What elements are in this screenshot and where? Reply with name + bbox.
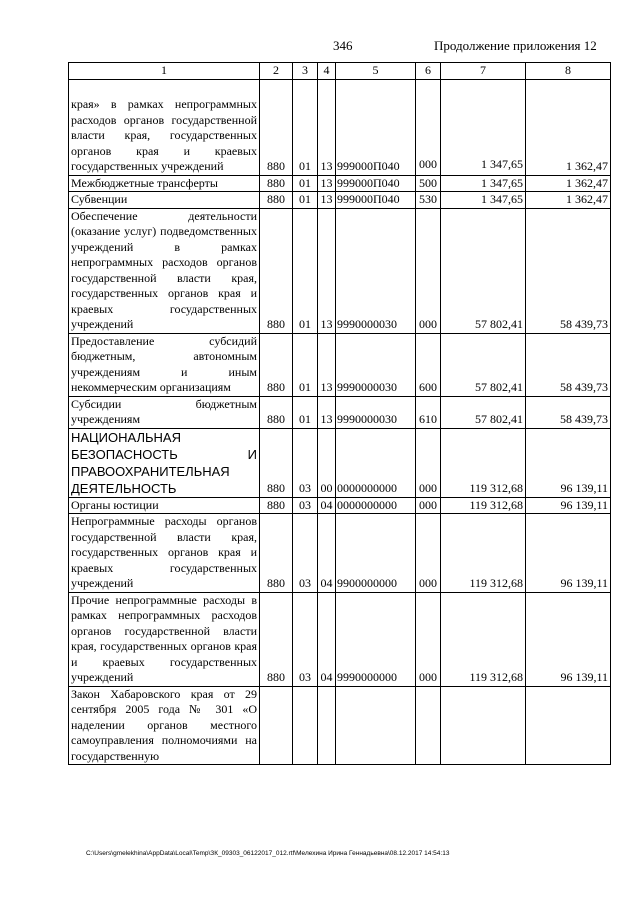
cell-section: 01 xyxy=(293,79,318,175)
cell-subsection: 04 xyxy=(318,497,336,514)
cell-year-2018: 119 312,68 xyxy=(441,514,526,593)
cell-ministry: 880 xyxy=(260,175,293,192)
table-row xyxy=(69,592,611,686)
cell-target-article: 999000П040 xyxy=(336,79,416,175)
table-row xyxy=(69,192,611,209)
cell-expense-type: 000 xyxy=(416,208,441,333)
cell-year-2019: 96 139,11 xyxy=(526,514,611,593)
cell-expense-type: 000 xyxy=(416,428,441,497)
cell-year-2018: 1 347,65 xyxy=(441,175,526,192)
budget-table xyxy=(68,62,611,765)
table-row xyxy=(69,514,611,593)
cell-year-2018: 57 802,41 xyxy=(441,333,526,396)
cell-section: 03 xyxy=(293,497,318,514)
cell-year-2018: 1 347,65 xyxy=(441,79,526,175)
cell-section: 03 xyxy=(293,514,318,593)
cell-subsection: 13 xyxy=(318,396,336,428)
table-row xyxy=(69,333,611,396)
column-header: 2 xyxy=(260,63,293,80)
cell-target-article: 0000000000 xyxy=(336,497,416,514)
cell-year-2018: 119 312,68 xyxy=(441,428,526,497)
cell-ministry xyxy=(260,686,293,765)
cell-year-2018: 119 312,68 xyxy=(441,592,526,686)
cell-ministry: 880 xyxy=(260,208,293,333)
table-row xyxy=(69,686,611,765)
cell-year-2018: 1 347,65 xyxy=(441,192,526,209)
row-name: Непрограммные расходы органов государственной власти края, государственных органов края и краевых государственных учреждений xyxy=(69,514,260,593)
row-name: Субвенции xyxy=(69,192,260,209)
cell-ministry: 880 xyxy=(260,514,293,593)
cell-year-2019: 1 362,47 xyxy=(526,79,611,175)
cell-section: 01 xyxy=(293,333,318,396)
cell-subsection: 13 xyxy=(318,192,336,209)
table-header-row xyxy=(69,63,611,80)
cell-ministry: 880 xyxy=(260,333,293,396)
cell-subsection: 04 xyxy=(318,514,336,593)
cell-year-2019: 96 139,11 xyxy=(526,497,611,514)
cell-year-2019: 96 139,11 xyxy=(526,592,611,686)
cell-ministry: 880 xyxy=(260,396,293,428)
cell-ministry: 880 xyxy=(260,592,293,686)
cell-expense-type: 610 xyxy=(416,396,441,428)
cell-target-article: 0000000000 xyxy=(336,428,416,497)
row-name: Межбюджетные трансферты xyxy=(69,175,260,192)
cell-expense-type: 000 xyxy=(416,592,441,686)
cell-target-article xyxy=(336,686,416,765)
row-name: Субсидии бюджетным учреждениям xyxy=(69,396,260,428)
cell-target-article: 9900000000 xyxy=(336,514,416,593)
cell-subsection: 13 xyxy=(318,175,336,192)
column-header: 6 xyxy=(416,63,441,80)
cell-target-article: 9990000030 xyxy=(336,208,416,333)
cell-expense-type: 600 xyxy=(416,333,441,396)
cell-target-article: 9990000030 xyxy=(336,333,416,396)
row-name: Закон Хабаровского края от 29 сентября 2005 года № 301 «О наделении органов местного самоуправления полномочиями на государственную xyxy=(69,686,260,765)
cell-year-2018: 119 312,68 xyxy=(441,497,526,514)
cell-section: 01 xyxy=(293,192,318,209)
table-row xyxy=(69,497,611,514)
column-header: 8 xyxy=(526,63,611,80)
cell-section: 03 xyxy=(293,428,318,497)
row-name: Предоставление субсидий бюджетным, автономным учреждениям и иным некоммерческим организациям xyxy=(69,333,260,396)
cell-year-2019: 58 439,73 xyxy=(526,396,611,428)
cell-year-2019 xyxy=(526,686,611,765)
column-header: 4 xyxy=(318,63,336,80)
cell-ministry: 880 xyxy=(260,497,293,514)
cell-target-article: 999000П040 xyxy=(336,192,416,209)
cell-year-2019: 1 362,47 xyxy=(526,175,611,192)
cell-expense-type: 000 xyxy=(416,497,441,514)
table-row xyxy=(69,208,611,333)
cell-section: 03 xyxy=(293,592,318,686)
cell-target-article: 9990000030 xyxy=(336,396,416,428)
cell-target-article: 999000П040 xyxy=(336,175,416,192)
footer-file-path: C:\Users\gmelekhina\AppData\Local\Temp\ЗК_09303_06122017_012.rtf\Мелехина Ирина Геннадьевна\08.12.2017 14:54:13 xyxy=(86,850,450,857)
cell-subsection: 04 xyxy=(318,592,336,686)
cell-section: 01 xyxy=(293,208,318,333)
cell-target-article: 9990000000 xyxy=(336,592,416,686)
cell-year-2018 xyxy=(441,686,526,765)
row-name: НАЦИОНАЛЬНАЯ БЕЗОПАСНОСТЬ И ПРАВООХРАНИТЕЛЬНАЯ ДЕЯТЕЛЬНОСТЬ xyxy=(69,428,260,497)
table-row xyxy=(69,79,611,175)
row-name: Прочие непрограммные расходы в рамках непрограммных расходов органов государственной власти края, государственных органов края и краевых государственных учреждений xyxy=(69,592,260,686)
cell-year-2018: 57 802,41 xyxy=(441,396,526,428)
cell-subsection xyxy=(318,686,336,765)
cell-subsection: 13 xyxy=(318,333,336,396)
cell-expense-type: 500 xyxy=(416,175,441,192)
row-name: Органы юстиции xyxy=(69,497,260,514)
cell-subsection: 13 xyxy=(318,208,336,333)
cell-expense-type: 000 xyxy=(416,514,441,593)
table-row xyxy=(69,175,611,192)
row-name: края» в рамках непрограммных расходов органов государственной власти края, государственных органов края и краевых государственных учреждений xyxy=(69,79,260,175)
table-row xyxy=(69,428,611,497)
cell-expense-type xyxy=(416,686,441,765)
page-number: 346 xyxy=(333,38,353,53)
cell-expense-type: 000 xyxy=(416,79,441,175)
cell-year-2019: 96 139,11 xyxy=(526,428,611,497)
column-header: 7 xyxy=(441,63,526,80)
cell-section xyxy=(293,686,318,765)
cell-year-2019: 58 439,73 xyxy=(526,208,611,333)
cell-ministry: 880 xyxy=(260,192,293,209)
cell-ministry: 880 xyxy=(260,428,293,497)
cell-section: 01 xyxy=(293,175,318,192)
cell-section: 01 xyxy=(293,396,318,428)
cell-subsection: 13 xyxy=(318,79,336,175)
cell-ministry: 880 xyxy=(260,79,293,175)
cell-year-2018: 57 802,41 xyxy=(441,208,526,333)
cell-subsection: 00 xyxy=(318,428,336,497)
column-header: 1 xyxy=(69,63,260,80)
cell-year-2019: 58 439,73 xyxy=(526,333,611,396)
column-header: 5 xyxy=(336,63,416,80)
cell-year-2019: 1 362,47 xyxy=(526,192,611,209)
cell-expense-type: 530 xyxy=(416,192,441,209)
table-row xyxy=(69,396,611,428)
row-name: Обеспечение деятельности (оказание услуг) подведомственных учреждений в рамках непрограммных расходов органов государственной власти края, государственных органов края и краевых государственных учреждений xyxy=(69,208,260,333)
continuation-title: Продолжение приложения 12 xyxy=(434,38,597,53)
column-header: 3 xyxy=(293,63,318,80)
